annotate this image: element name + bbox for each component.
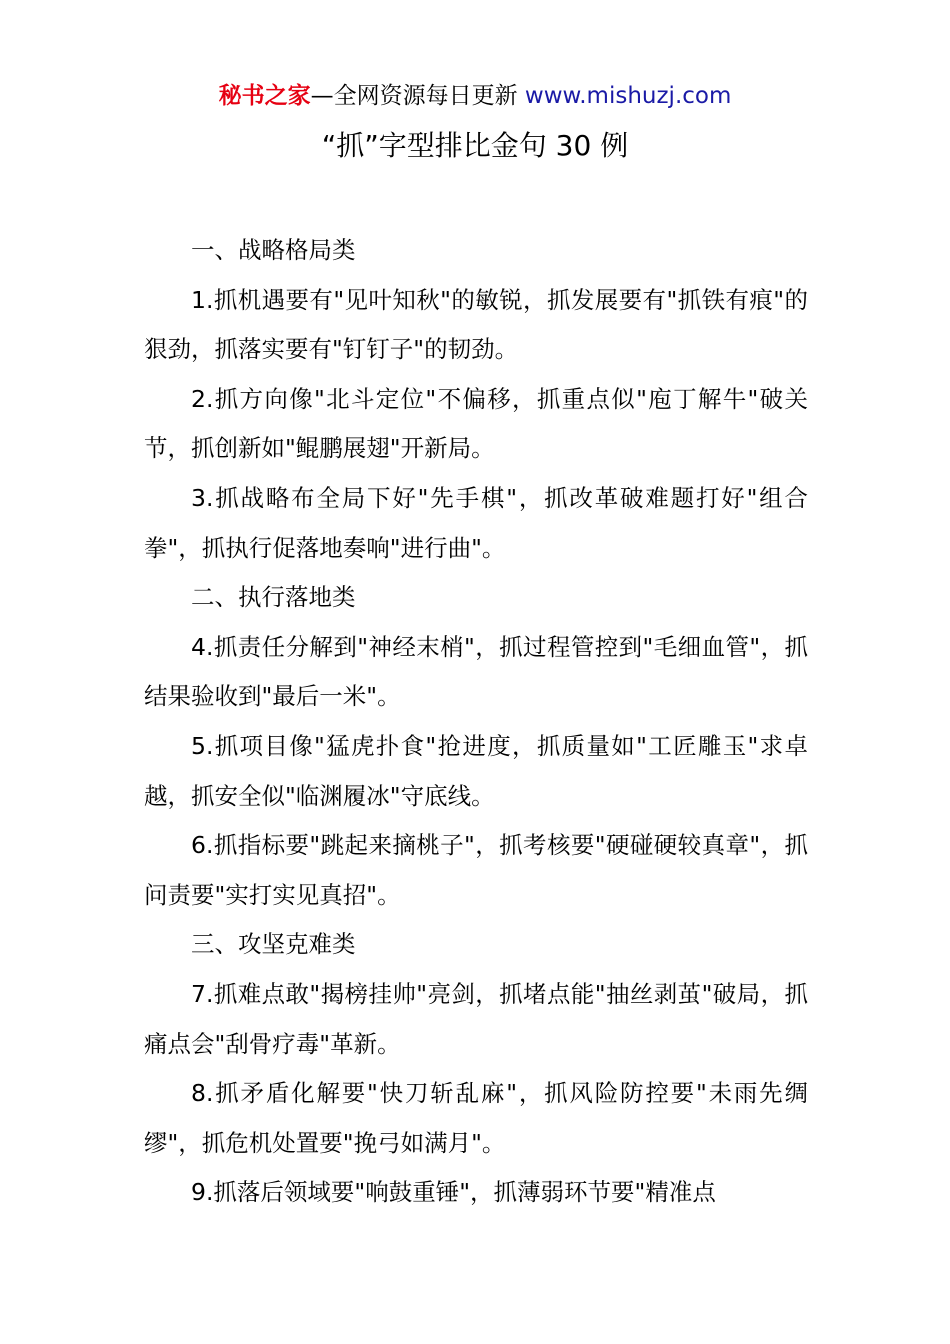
paragraph-item-1: 1.抓机遇要有"见叶知秋"的敏锐，抓发展要有"抓铁有痕"的狠劲，抓落实要有"钉钉子"的韧劲。 (144, 285, 808, 364)
paragraph-item-8: 8.抓矛盾化解要"快刀斩乱麻"，抓风险防控要"未雨先绸缪"，抓危机处置要"挽弓如满月"。 (144, 1079, 808, 1157)
paragraph-item-7: 7.抓难点敢"揭榜挂帅"亮剑，抓堵点能"抽丝剥茧"破局，抓痛点会"刮骨疗毒"革新。 (144, 979, 808, 1058)
section-heading-execution: 二、执行落地类 (191, 583, 356, 612)
document-body (144, 226, 808, 1218)
site-tagline: —全网资源每日更新 (310, 83, 525, 109)
brand-name: 秘书之家 (218, 83, 311, 109)
section-heading-strategy: 一、战略格局类 (191, 236, 356, 264)
paragraph-item-4: 4.抓责任分解到"神经末梢"，抓过程管控到"毛细血管"，抓结果验收到"最后一米"。 (144, 632, 808, 711)
site-header (0, 80, 950, 112)
document-title: “抓”字型排比金句 30 例 (321, 129, 629, 162)
paragraph-item-6: 6.抓指标要"跳起来摘桃子"，抓考核要"硬碰硬较真章"，抓问责要"实打实见真招"。 (144, 831, 808, 909)
section-heading-tackling: 三、攻坚克难类 (191, 930, 356, 959)
paragraph-item-5: 5.抓项目像"猛虎扑食"抢进度，抓质量如"工匠雕玉"求卓越，抓安全似"临渊履冰"守底线。 (144, 731, 808, 810)
site-url-link[interactable]: www.mishuzj.com (524, 83, 732, 109)
paragraph-item-2: 2.抓方向像"北斗定位"不偏移，抓重点似"庖丁解牛"破关节，抓创新如"鲲鹏展翅"开新局。 (144, 384, 808, 463)
paragraph-item-9: 9.抓落后领域要"响鼓重锤"，抓薄弱环节要"精准点 (191, 1178, 716, 1207)
paragraph-item-3: 3.抓战略布全局下好"先手棋"，抓改革破难题打好"组合拳"，抓执行促落地奏响"进行曲"。 (144, 483, 808, 562)
